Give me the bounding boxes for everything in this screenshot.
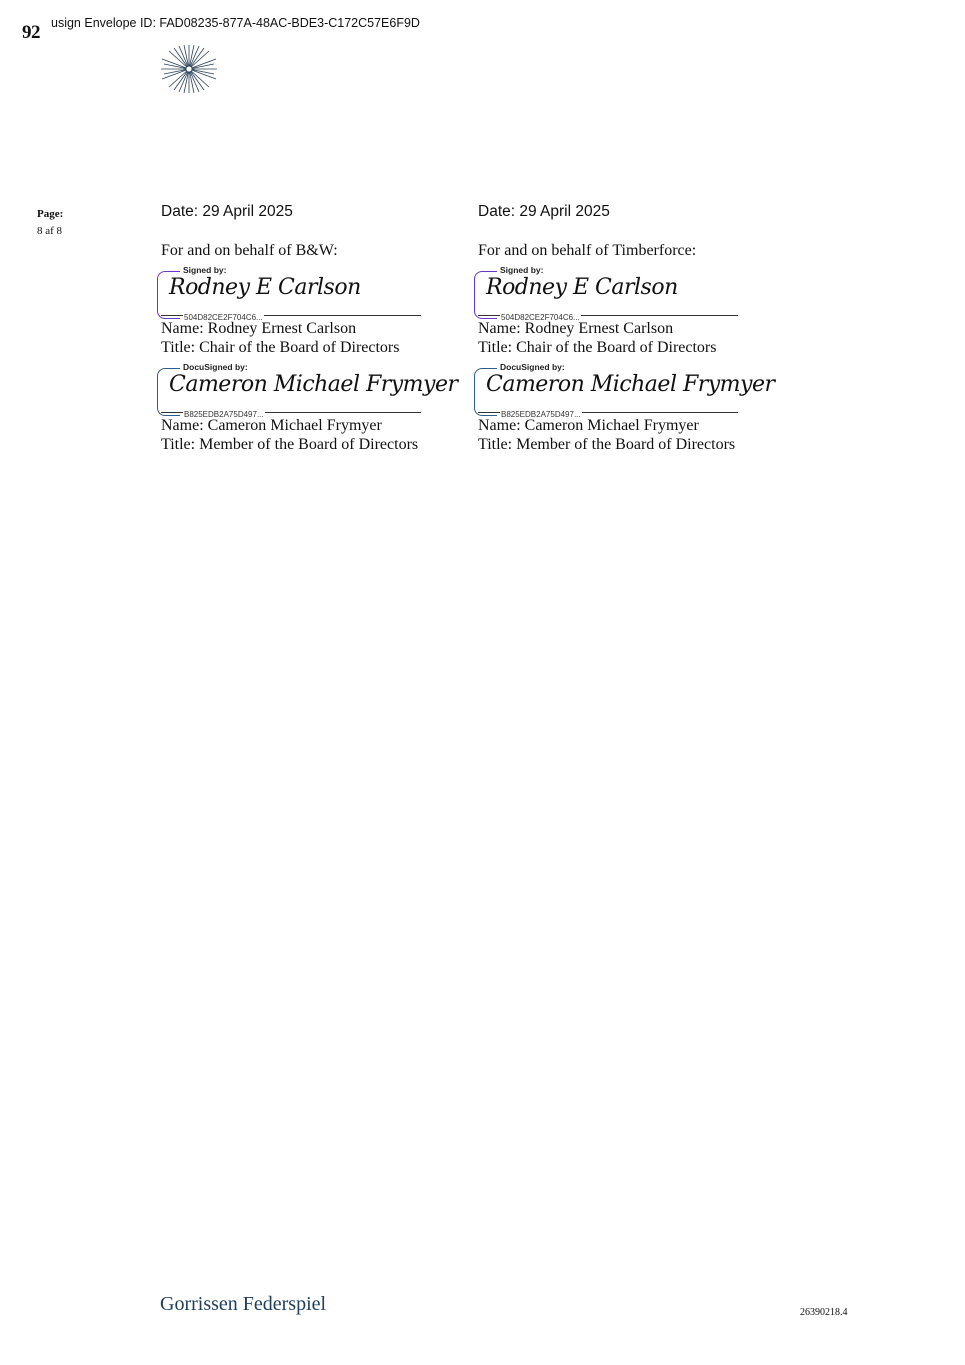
signature-field	[157, 265, 422, 322]
signature-hash: 504D82CE2F704C6...	[184, 313, 263, 322]
signature-caption: DocuSigned by:	[500, 362, 565, 372]
on-behalf-of: For and on behalf of B&W:	[161, 242, 338, 259]
handwritten-signature: Rodney E Carlson	[169, 275, 361, 300]
handwritten-signature: Cameron Michael Frymyer	[169, 372, 458, 397]
document-reference: 26390218.4	[800, 1307, 848, 1318]
handwritten-signature: Rodney E Carlson	[486, 275, 678, 300]
signer-title: Title: Chair of the Board of Directors	[478, 339, 717, 356]
signature-caption: Signed by:	[183, 265, 227, 275]
signature-field	[474, 265, 739, 322]
signer-title: Title: Chair of the Board of Directors	[161, 339, 400, 356]
signing-date: Date: 29 April 2025	[161, 203, 293, 220]
page-count: 8 af 8	[37, 225, 63, 237]
signature-hash: B825EDB2A75D497...	[501, 410, 581, 419]
firm-name: Gorrissen Federspiel	[160, 1293, 327, 1315]
signer-title: Title: Member of the Board of Directors	[478, 436, 736, 453]
page-label: Page:	[37, 208, 64, 220]
signer-title: Title: Member of the Board of Directors	[161, 436, 419, 453]
handwritten-signature: Cameron Michael Frymyer	[486, 372, 775, 397]
signer-name: Name: Cameron Michael Frymyer	[478, 417, 699, 434]
signature-hash: B825EDB2A75D497...	[184, 410, 264, 419]
signature-field	[157, 362, 458, 419]
envelope-id: usign Envelope ID: FAD08235-877A-48AC-BDE3-C172C57E6F9D	[51, 16, 420, 30]
signature-hash: 504D82CE2F704C6...	[501, 313, 580, 322]
signing-date: Date: 29 April 2025	[478, 203, 610, 220]
signature-caption: Signed by:	[500, 265, 544, 275]
signature-caption: DocuSigned by:	[183, 362, 248, 372]
signer-name: Name: Rodney Ernest Carlson	[161, 320, 357, 337]
signer-name: Name: Cameron Michael Frymyer	[161, 417, 382, 434]
signer-name: Name: Rodney Ernest Carlson	[478, 320, 674, 337]
sunburst-logo-icon	[158, 44, 220, 94]
signature-field	[474, 362, 775, 419]
page-number: 92	[22, 22, 40, 43]
on-behalf-of: For and on behalf of Timberforce:	[478, 242, 697, 259]
